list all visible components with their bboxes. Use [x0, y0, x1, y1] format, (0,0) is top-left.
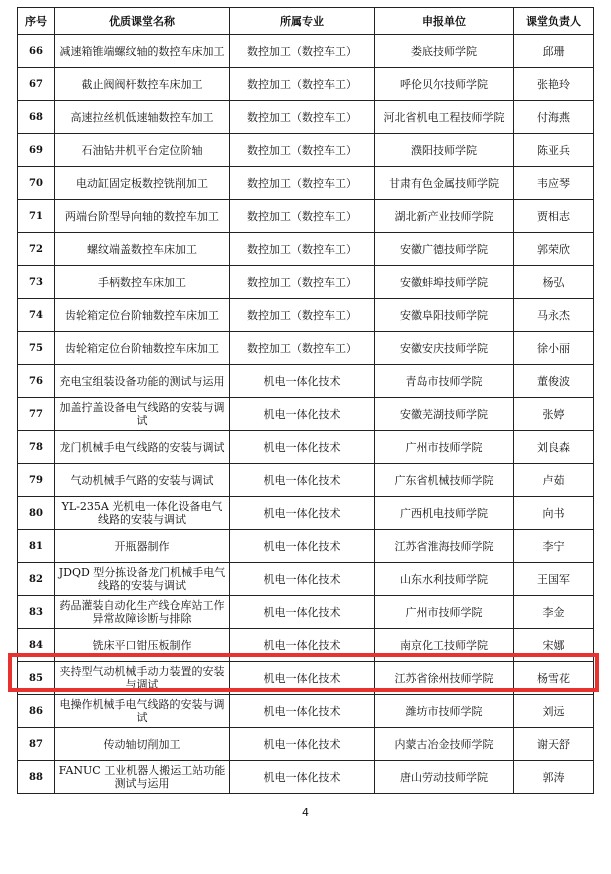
major: 数控加工（数控车工） [230, 101, 375, 134]
table-row [18, 299, 594, 332]
table-row [18, 728, 594, 761]
major: 机电一体化技术 [230, 464, 375, 497]
highlight-box [8, 653, 599, 692]
institution: 江苏省徐州技师学院 [375, 662, 514, 695]
major: 机电一体化技术 [230, 695, 375, 728]
header-index: 序号 [18, 8, 55, 35]
table-row [18, 596, 594, 629]
table-header-row [18, 8, 594, 35]
institution: 娄底技师学院 [375, 35, 514, 68]
institution: 潍坊市技师学院 [375, 695, 514, 728]
page-number: 4 [302, 806, 309, 819]
header-course-name: 优质课堂名称 [55, 8, 230, 35]
institution: 内蒙古冶金技师学院 [375, 728, 514, 761]
instructor: 杨雪花 [514, 662, 594, 695]
row-index: 77 [18, 398, 55, 431]
row-index: 79 [18, 464, 55, 497]
header-instructor: 课堂负责人 [514, 8, 594, 35]
row-index: 69 [18, 134, 55, 167]
institution: 呼伦贝尔技师学院 [375, 68, 514, 101]
row-index: 86 [18, 695, 55, 728]
major: 数控加工（数控车工） [230, 233, 375, 266]
table-row [18, 563, 594, 596]
course-name: 电操作机械手电气线路的安装与调试 [55, 695, 230, 728]
institution: 安徽阜阳技师学院 [375, 299, 514, 332]
table-row [18, 200, 594, 233]
course-name: 夹持型气动机械手动力装置的安装与调试 [55, 662, 230, 695]
course-name: 高速拉丝机低速轴数控车加工 [55, 101, 230, 134]
instructor: 郭涛 [514, 761, 594, 794]
major: 机电一体化技术 [230, 530, 375, 563]
institution: 南京化工技师学院 [375, 629, 514, 662]
table-row [18, 365, 594, 398]
institution: 江苏省淮海技师学院 [375, 530, 514, 563]
major: 机电一体化技术 [230, 596, 375, 629]
major: 机电一体化技术 [230, 761, 375, 794]
row-index: 76 [18, 365, 55, 398]
course-name: 药品灌装自动化生产线仓库站工作异常故障诊断与排除 [55, 596, 230, 629]
major: 数控加工（数控车工） [230, 200, 375, 233]
instructor: 马永杰 [514, 299, 594, 332]
row-index: 78 [18, 431, 55, 464]
row-index: 82 [18, 563, 55, 596]
table-row [18, 761, 594, 794]
institution: 山东水利技师学院 [375, 563, 514, 596]
institution: 唐山劳动技师学院 [375, 761, 514, 794]
major: 机电一体化技术 [230, 431, 375, 464]
row-index: 67 [18, 68, 55, 101]
major: 数控加工（数控车工） [230, 134, 375, 167]
course-name: 开瓶器制作 [55, 530, 230, 563]
institution: 安徽芜湖技师学院 [375, 398, 514, 431]
instructor: 韦应琴 [514, 167, 594, 200]
header-major: 所属专业 [230, 8, 375, 35]
major: 机电一体化技术 [230, 365, 375, 398]
instructor: 刘远 [514, 695, 594, 728]
major: 数控加工（数控车工） [230, 68, 375, 101]
instructor: 杨弘 [514, 266, 594, 299]
institution: 甘肃有色金属技师学院 [375, 167, 514, 200]
row-index: 75 [18, 332, 55, 365]
row-index: 88 [18, 761, 55, 794]
row-index: 66 [18, 35, 55, 68]
course-name: 手柄数控车床加工 [55, 266, 230, 299]
institution: 濮阳技师学院 [375, 134, 514, 167]
course-name: YL-235A 光机电一体化设备电气线路的安装与调试 [55, 497, 230, 530]
course-name: JDQD 型分拣设备龙门机械手电气线路的安装与调试 [55, 563, 230, 596]
major: 机电一体化技术 [230, 629, 375, 662]
major: 数控加工（数控车工） [230, 266, 375, 299]
institution: 广西机电技师学院 [375, 497, 514, 530]
instructor: 贾相志 [514, 200, 594, 233]
row-index: 73 [18, 266, 55, 299]
course-name: 铣床平口钳压板制作 [55, 629, 230, 662]
instructor: 郭荣欣 [514, 233, 594, 266]
table-row [18, 134, 594, 167]
major: 数控加工（数控车工） [230, 35, 375, 68]
table-row [18, 35, 594, 68]
row-index: 87 [18, 728, 55, 761]
course-name: 齿轮箱定位台阶轴数控车床加工 [55, 299, 230, 332]
major: 机电一体化技术 [230, 398, 375, 431]
table-row [18, 332, 594, 365]
major: 机电一体化技术 [230, 563, 375, 596]
row-index: 68 [18, 101, 55, 134]
institution: 湖北新产业技师学院 [375, 200, 514, 233]
header-institution: 申报单位 [375, 8, 514, 35]
table-row [18, 497, 594, 530]
institution: 河北省机电工程技师学院 [375, 101, 514, 134]
course-name: 传动轴切削加工 [55, 728, 230, 761]
instructor: 李宁 [514, 530, 594, 563]
table-row [18, 68, 594, 101]
major: 机电一体化技术 [230, 662, 375, 695]
table-row [18, 464, 594, 497]
row-index: 71 [18, 200, 55, 233]
row-index: 70 [18, 167, 55, 200]
major: 机电一体化技术 [230, 497, 375, 530]
institution: 广州市技师学院 [375, 431, 514, 464]
institution: 安徽蚌埠技师学院 [375, 266, 514, 299]
table-row [18, 101, 594, 134]
row-index: 72 [18, 233, 55, 266]
course-name: 气动机械手气路的安装与调试 [55, 464, 230, 497]
instructor: 刘良森 [514, 431, 594, 464]
institution: 安徽安庆技师学院 [375, 332, 514, 365]
course-name: 减速箱锥端螺纹轴的数控车床加工 [55, 35, 230, 68]
instructor: 邱珊 [514, 35, 594, 68]
major: 数控加工（数控车工） [230, 299, 375, 332]
course-name: 齿轮箱定位台阶轴数控车床加工 [55, 332, 230, 365]
institution: 广州市技师学院 [375, 596, 514, 629]
row-index: 83 [18, 596, 55, 629]
course-name: 螺纹端盖数控车床加工 [55, 233, 230, 266]
row-index: 81 [18, 530, 55, 563]
course-name: 电动缸固定板数控铣削加工 [55, 167, 230, 200]
major: 数控加工（数控车工） [230, 332, 375, 365]
instructor: 付海燕 [514, 101, 594, 134]
table-row [18, 233, 594, 266]
institution: 青岛市技师学院 [375, 365, 514, 398]
major: 数控加工（数控车工） [230, 167, 375, 200]
instructor: 宋娜 [514, 629, 594, 662]
row-index: 80 [18, 497, 55, 530]
instructor: 陈亚兵 [514, 134, 594, 167]
instructor: 李金 [514, 596, 594, 629]
table-row [18, 167, 594, 200]
instructor: 张艳玲 [514, 68, 594, 101]
row-index: 85 [18, 662, 55, 695]
course-name: 加盖拧盖设备电气线路的安装与调试 [55, 398, 230, 431]
course-name: 石油钻井机平台定位阶轴 [55, 134, 230, 167]
major: 机电一体化技术 [230, 728, 375, 761]
institution: 安徽广德技师学院 [375, 233, 514, 266]
row-index: 84 [18, 629, 55, 662]
instructor: 向书 [514, 497, 594, 530]
instructor: 王国军 [514, 563, 594, 596]
course-name: 截止阀阀杆数控车床加工 [55, 68, 230, 101]
institution: 广东省机械技师学院 [375, 464, 514, 497]
instructor: 卢茹 [514, 464, 594, 497]
instructor: 徐小丽 [514, 332, 594, 365]
table-row [18, 695, 594, 728]
table-row [18, 530, 594, 563]
table-row [18, 431, 594, 464]
instructor: 谢天舒 [514, 728, 594, 761]
course-name: 两端台阶型导向轴的数控车加工 [55, 200, 230, 233]
instructor: 董俊波 [514, 365, 594, 398]
row-index: 74 [18, 299, 55, 332]
course-name: 充电宝组装设备功能的测试与运用 [55, 365, 230, 398]
table-row [18, 266, 594, 299]
instructor: 张婷 [514, 398, 594, 431]
table-row [18, 398, 594, 431]
course-name: 龙门机械手电气线路的安装与调试 [55, 431, 230, 464]
course-name: FANUC 工业机器人搬运工站功能测试与运用 [55, 761, 230, 794]
